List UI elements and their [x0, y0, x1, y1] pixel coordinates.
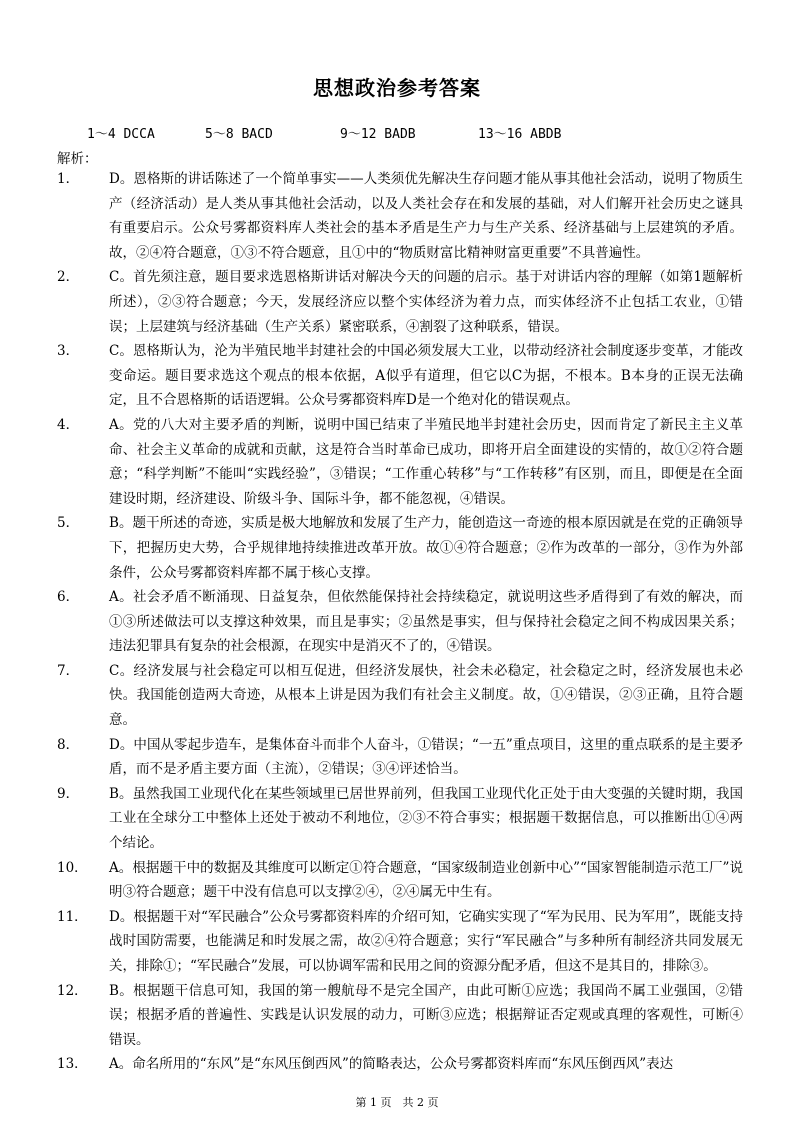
item-text: D。根据题干对“军民融合”公众号雾都资料库的介绍可知，它确实实现了“军为民用、民为军用”，既能支持战时国防需要，也能满足和时发展之需，故②④符合题意；实行“军民融合”与多种所有制经济共同发展无关，排除①；“军民融合”发展，可以协调军需和民用之间的资源分配矛盾，但这不是其目的，排除③。: [109, 908, 743, 974]
item-text: B。题干所述的奇迹，实质是极大地解放和发展了生产力，能创造这一奇迹的根本原因就是在党的正确领导下，把握历史大势，合乎规律地持续推进改革开放。故①④符合题意；②作为改革的一部分，③作为外部条件，公众号雾都资料库都不属于核心支撑。: [109, 515, 743, 581]
item-number: 13．: [57, 1056, 88, 1073]
item-number: 6．: [57, 589, 80, 606]
analysis-item: [55, 585, 743, 659]
page-title: 思想政治参考答案: [313, 76, 481, 100]
analysis-item: [55, 856, 743, 905]
answer-group: 5～8 BACD: [205, 127, 273, 142]
item-number: 11．: [57, 908, 88, 925]
item-number: 3．: [57, 343, 80, 360]
analysis-label: 解析：: [57, 151, 98, 167]
item-number: 5．: [57, 515, 80, 532]
item-text: B。根据题干信息可知，我国的第一艘航母不是完全国产，由此可断①应选；我国尚不属工业强国，②错误；根据矛盾的普遍性、实践是认识发展的动力，可断③应选；根据辩证否定观或真理的客观性，可断④错误。: [109, 982, 743, 1048]
analysis-item: [55, 511, 743, 585]
item-text: D。恩格斯的讲话陈述了一个简单事实——人类须优先解决生存问题才能从事其他社会活动，说明了物质生产（经济活动）是人类从事其他社会活动，以及人类社会存在和发展的基础，对人们解开社会历史之谜具有重要启示。公众号雾都资料库人类社会的基本矛盾是生产力与生产关系、经济基础与上层建筑的矛盾。故，②④符合题意，①③不符合题意，且①中的“物质财富比精神财富更重要”不具普遍性。: [109, 171, 743, 261]
analysis-item: [55, 733, 743, 782]
answer-key: [87, 123, 561, 142]
analysis-item: [55, 413, 743, 511]
item-text: A。党的八大对主要矛盾的判断，说明中国已结束了半殖民地半封建社会历史，因而肯定了新民主主义革命、社会主义革命的成就和贡献，这是符合当时革命已成功，即将开启全面建设的实情的，故①②符合题意；“科学判断”不能叫“实践经验”，③错误；“工作重心转移”与“工作转移”有区别，而且，即便是在全面建设时期，经济建设、阶级斗争、国际斗争，都不能忽视，④错误。: [109, 416, 743, 507]
answer-group: 9～12 BADB: [340, 127, 416, 142]
item-text: A。根据题干中的数据及其维度可以断定①符合题意，“国家级制造业创新中心”“国家智能制造示范工厂”说明③符合题意；题干中没有信息可以支撑②④，②④属无中生有。: [109, 859, 743, 901]
item-number: 2．: [57, 269, 80, 286]
analysis-item: [55, 1052, 743, 1077]
analysis-item: [55, 782, 743, 856]
analysis-item: [55, 659, 743, 733]
item-text: C。恩格斯认为，沦为半殖民地半封建社会的中国必须发展大工业，以带动经济社会制度逐步变革，才能改变命运。题目要求选这个观点的根本依据，A似乎有道理，但它以C为据，不根本。B本身的正误无法确定，且不合恩格斯的话语逻辑。公众号雾都资料库D是一个绝对化的错误观点。: [109, 343, 743, 409]
analysis-item: [55, 905, 743, 979]
item-number: 1．: [57, 171, 80, 187]
analysis-item: [55, 167, 743, 265]
answer-group: 13～16 ABDB: [478, 127, 562, 142]
item-text: C。首先须注意，题目要求选恩格斯讲话对解决今天的问题的启示。基于对讲话内容的理解（如第1题解析所述），②③符合题意；今天，发展经济应以整个实体经济为着力点，而实体经济不止包括工农业，①错误；上层建筑与经济基础（生产关系）紧密联系，④割裂了这种联系，错误。: [109, 269, 743, 335]
item-text: D。中国从零起步造车，是集体奋斗而非个人奋斗，①错误；“一五”重点项目，这里的重点联系的是主要矛盾，而不是矛盾主要方面（主流），②错误；③④评述恰当。: [109, 736, 743, 778]
item-number: 4．: [57, 416, 80, 433]
page-footer: 第 1 页 共 2 页: [355, 1096, 439, 1109]
item-number: 9．: [57, 785, 80, 802]
answer-group: 1～4 DCCA: [87, 127, 155, 142]
analysis-item: [55, 339, 743, 413]
item-text: C。经济发展与社会稳定可以相互促进，但经济发展快，社会未必稳定，社会稳定之时，经济发展也未必快。我国能创造两大奇迹，从根本上讲是因为我们有社会主义制度。故，①④错误，②③正确，且符合题意。: [109, 662, 743, 729]
item-number: 10．: [57, 859, 88, 876]
analysis-list: [55, 167, 743, 1077]
item-text: A。社会矛盾不断涌现、日益复杂，但依然能保持社会持续稳定，就说明这些矛盾得到了有效的解决，而①③所述做法可以支撑这种效果，而且是事实；②虽然是事实，但与保持社会稳定之间不构成因果关系；违法犯罪具有复杂的社会根源，在现实中是消灭不了的，④错误。: [109, 589, 743, 655]
item-number: 12．: [57, 982, 88, 999]
item-text: A。命名所用的“东风”是“东风压倒西风”的简略表达，公众号雾都资料库而“东风压倒西风”表达: [109, 1056, 674, 1073]
analysis-item: [55, 979, 743, 1053]
item-number: 8．: [57, 736, 80, 753]
item-number: 7．: [57, 662, 80, 679]
analysis-item: [55, 265, 743, 339]
item-text: B。虽然我国工业现代化在某些领域里已居世界前列，但我国工业现代化正处于由大变强的关键时期，我国工业在全球分工中整体上还处于被动不利地位，②③不符合事实；根据题干数据信息，可以推断出①④两个结论。: [109, 785, 743, 852]
